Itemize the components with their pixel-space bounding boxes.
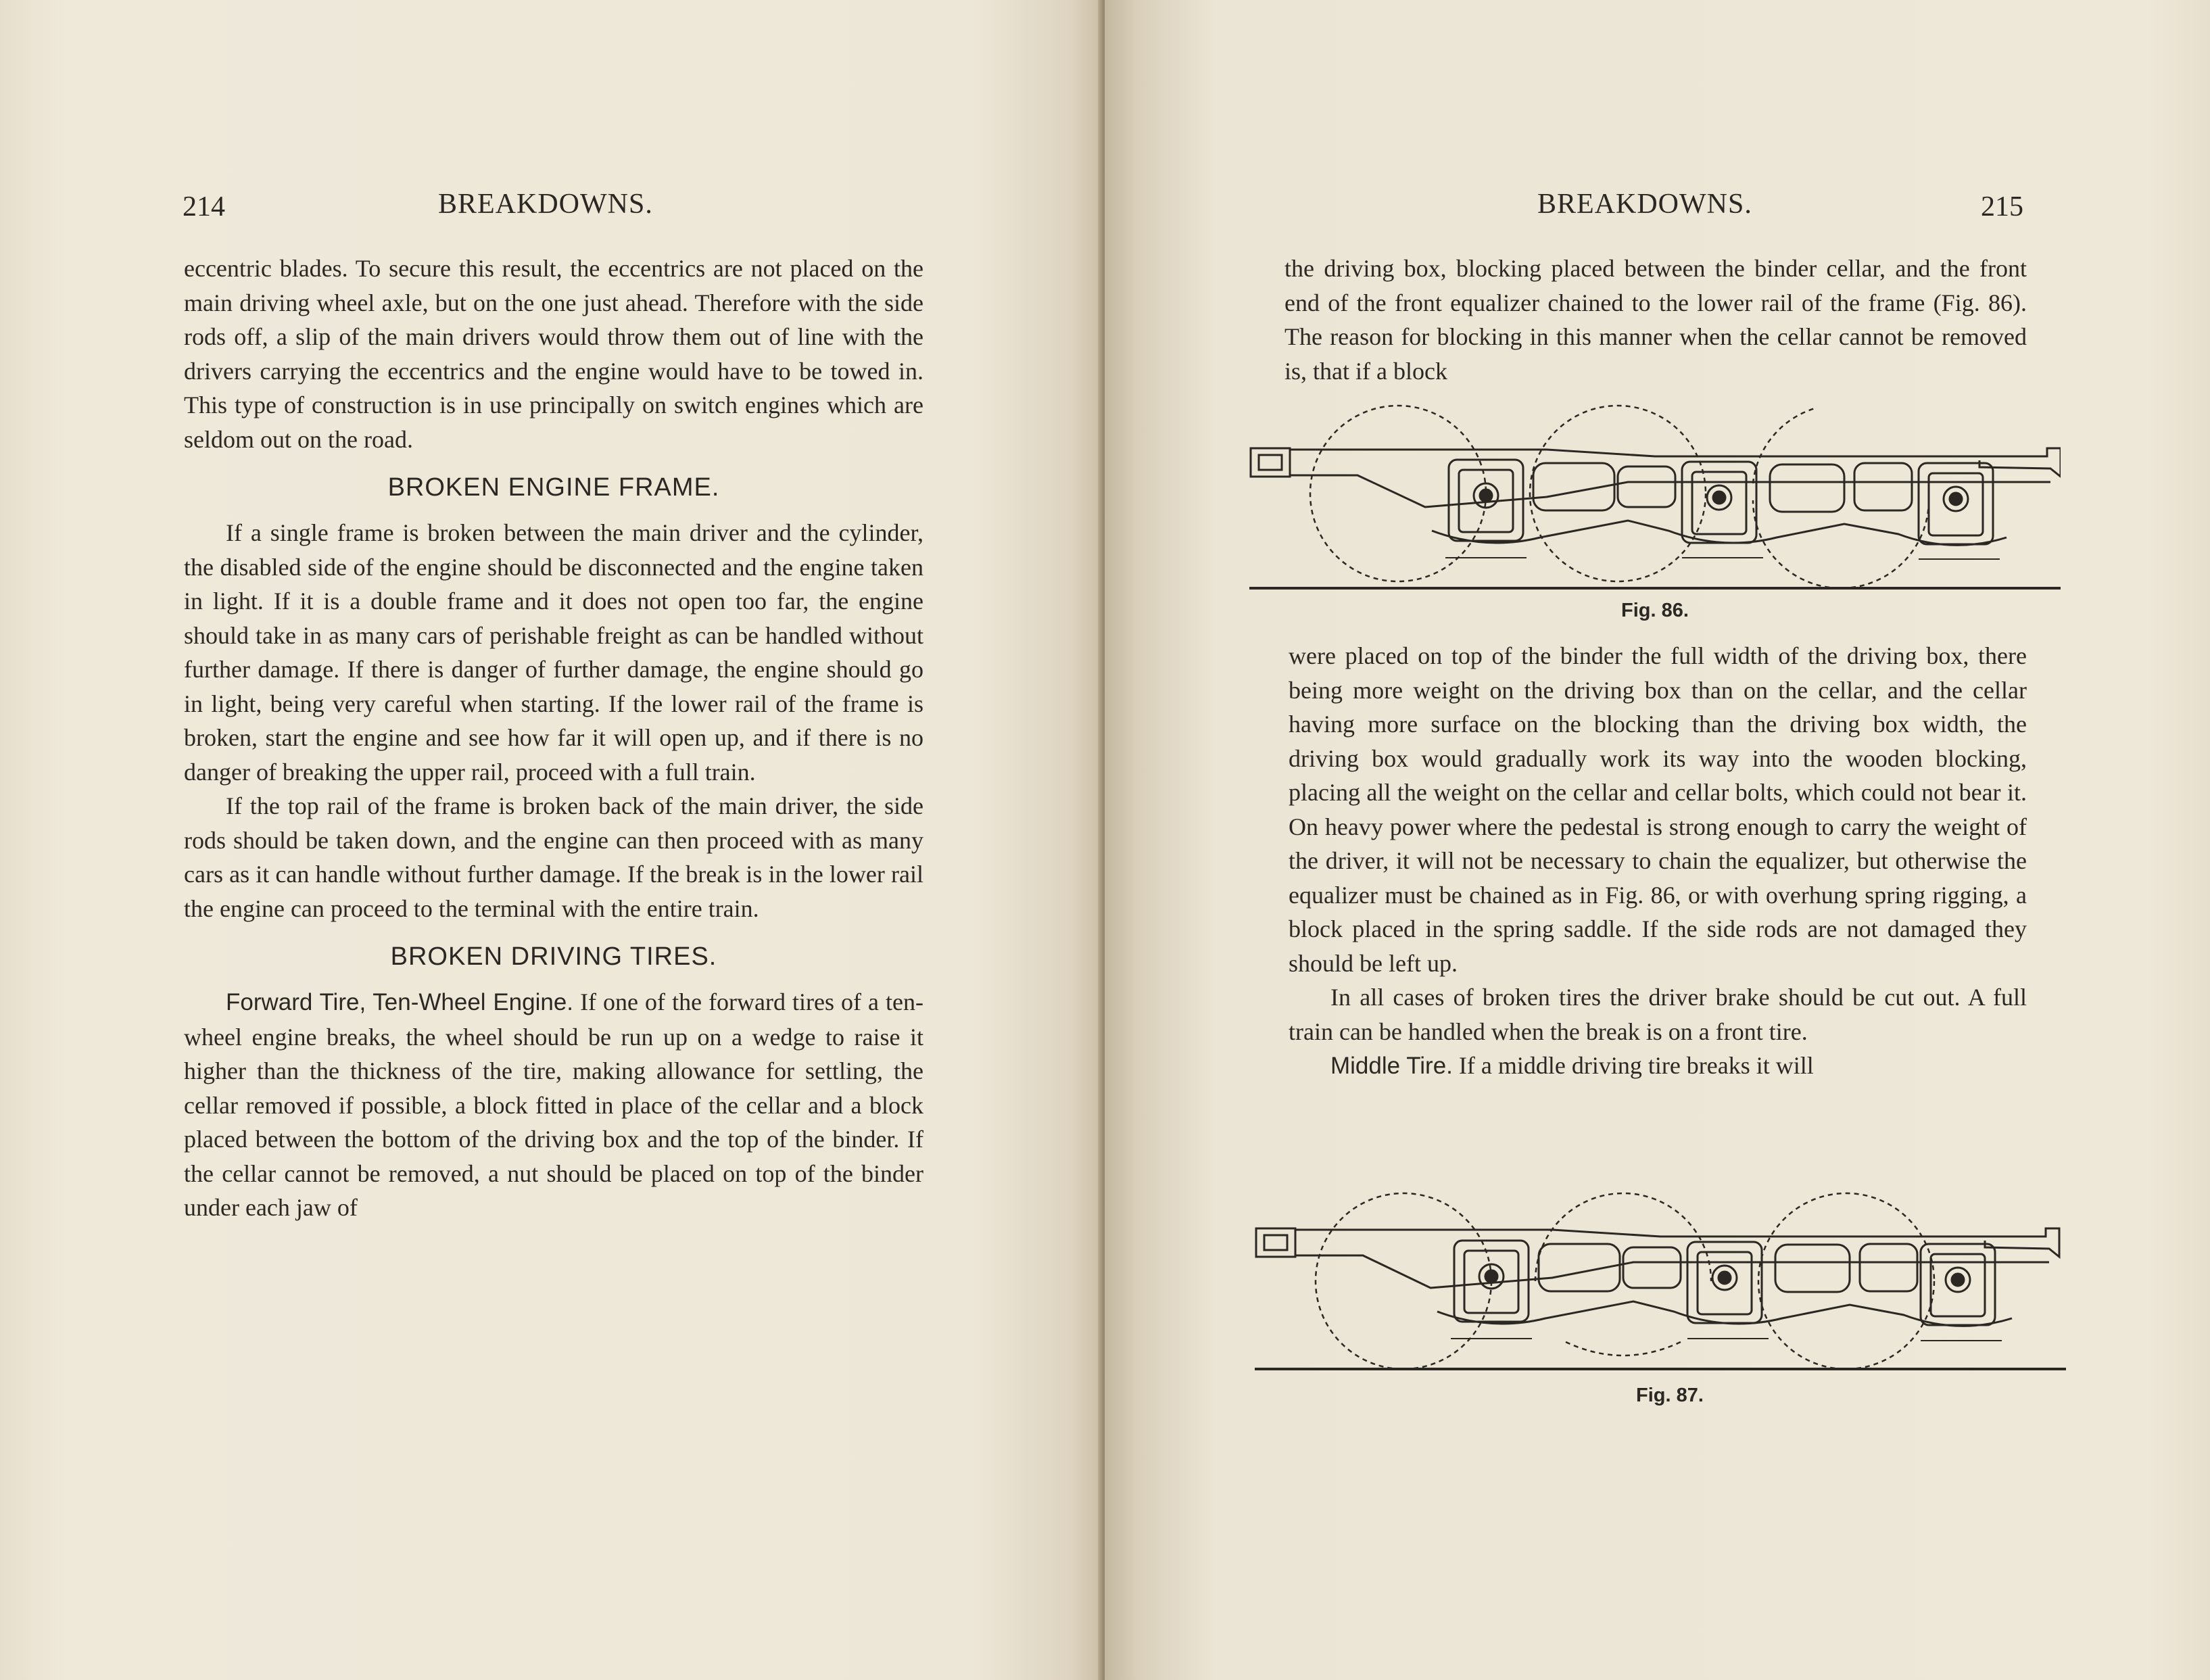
figure-87-caption: Fig. 87. <box>1636 1385 1704 1406</box>
running-head-right: BREAKDOWNS. <box>1537 189 1752 220</box>
paragraph-driving-box: the driving box, blocking placed between the binder cellar, and the front end of the front equalizer chained to the lower rail of the frame (Fig. 86). The reason for blocking in this manner when the cellar cannot be removed is, that if a block <box>1284 255 2027 385</box>
running-head-left: BREAKDOWNS. <box>438 189 653 220</box>
page-number-left: 214 <box>183 191 225 222</box>
paragraph-frame-2: If the top rail of the frame is broken back of the main driver, the side rods should be taken down, and the engine can then proceed with as many cars as it can handle without further damage. If the break is in the lower rail the engine can proceed to the terminal with the entire train. <box>184 792 923 922</box>
runin-middle-tire: Middle Tire. <box>1330 1053 1453 1079</box>
paragraph-forward-tire <box>184 985 923 1225</box>
runin-forward-tire: Forward Tire, Ten-Wheel Engine. <box>226 989 574 1015</box>
paragraph-blocking-reason: were placed on top of the binder the full width of the driving box, there being more weight on the driving box than on the cellar, and the cellar having more surface on the blocking than the driving box width, the driving box would gradually work its way into the wooden blocking, placing all the weight on the cellar and cellar bolts, which could not bear it. On heavy power where the pedestal is strong enough to carry the weight of the driver, it will not be necessary to chain the equalizer, but otherwise the equalizer must be chained as in Fig. 86, or with overhung spring rigging, a block placed in the spring saddle. If the side rods are not damaged they should be left up. <box>1289 642 2027 977</box>
left-body-text <box>184 251 923 1225</box>
paragraph-middle-tire <box>1289 1049 2027 1084</box>
figure-87 <box>1255 1186 2066 1376</box>
paragraph-frame-1: If a single frame is broken between the main driver and the cylinder, the disabled side of the engine should be disconnected and the engine taken in light. If it is a double frame and it does not open too far, the engine should take in as many cars of perishable freight as can be handled without further damage. If there is danger of further damage, the engine should go in light, being very careful when starting. If the lower rail of the frame is broken, start the engine and see how far it will open up, and if there is no danger of breaking the upper rail, proceed with a full train. <box>184 519 923 786</box>
paragraph-middle-tire-text: If a middle driving tire breaks it will <box>1458 1052 1814 1079</box>
page-number-right: 215 <box>1981 191 2023 222</box>
figure-86 <box>1249 395 2061 592</box>
figure-86-caption: Fig. 86. <box>1621 600 1689 621</box>
heading-broken-driving-tires: BROKEN DRIVING TIRES. <box>390 942 717 971</box>
right-page <box>1105 0 2210 1680</box>
right-body-text-top <box>1284 251 2027 388</box>
paragraph-all-cases: In all cases of broken tires the driver brake should be cut out. A full train can be handled when the break is on a front tire. <box>1289 984 2027 1045</box>
paragraph-forward-tire-text: If one of the forward tires of a ten-wheel engine breaks, the wheel should be run up on a wedge to raise it higher than the thickness of the tire, making allowance for settling, the cellar removed if possible, a block fitted in place of the cellar and a block placed between the bottom of the driving box and the top of the binder. If the cellar cannot be removed, a nut should be placed on top of the binder under each jaw of <box>184 988 923 1221</box>
figure-87-drawing <box>1255 1186 2066 1376</box>
figure-86-drawing <box>1249 395 2061 592</box>
right-body-text-mid <box>1289 639 2027 1084</box>
paragraph-eccentric: eccentric blades. To secure this result, the eccentrics are not placed on the main driving wheel axle, but on the one just ahead. Therefore with the side rods off, a slip of the main drivers would throw them out of line with the drivers carrying the eccentrics and the engine would have to be towed in. This type of construction is in use principally on switch engines which are seldom out on the road. <box>184 255 923 453</box>
heading-broken-engine-frame: BROKEN ENGINE FRAME. <box>387 473 720 502</box>
